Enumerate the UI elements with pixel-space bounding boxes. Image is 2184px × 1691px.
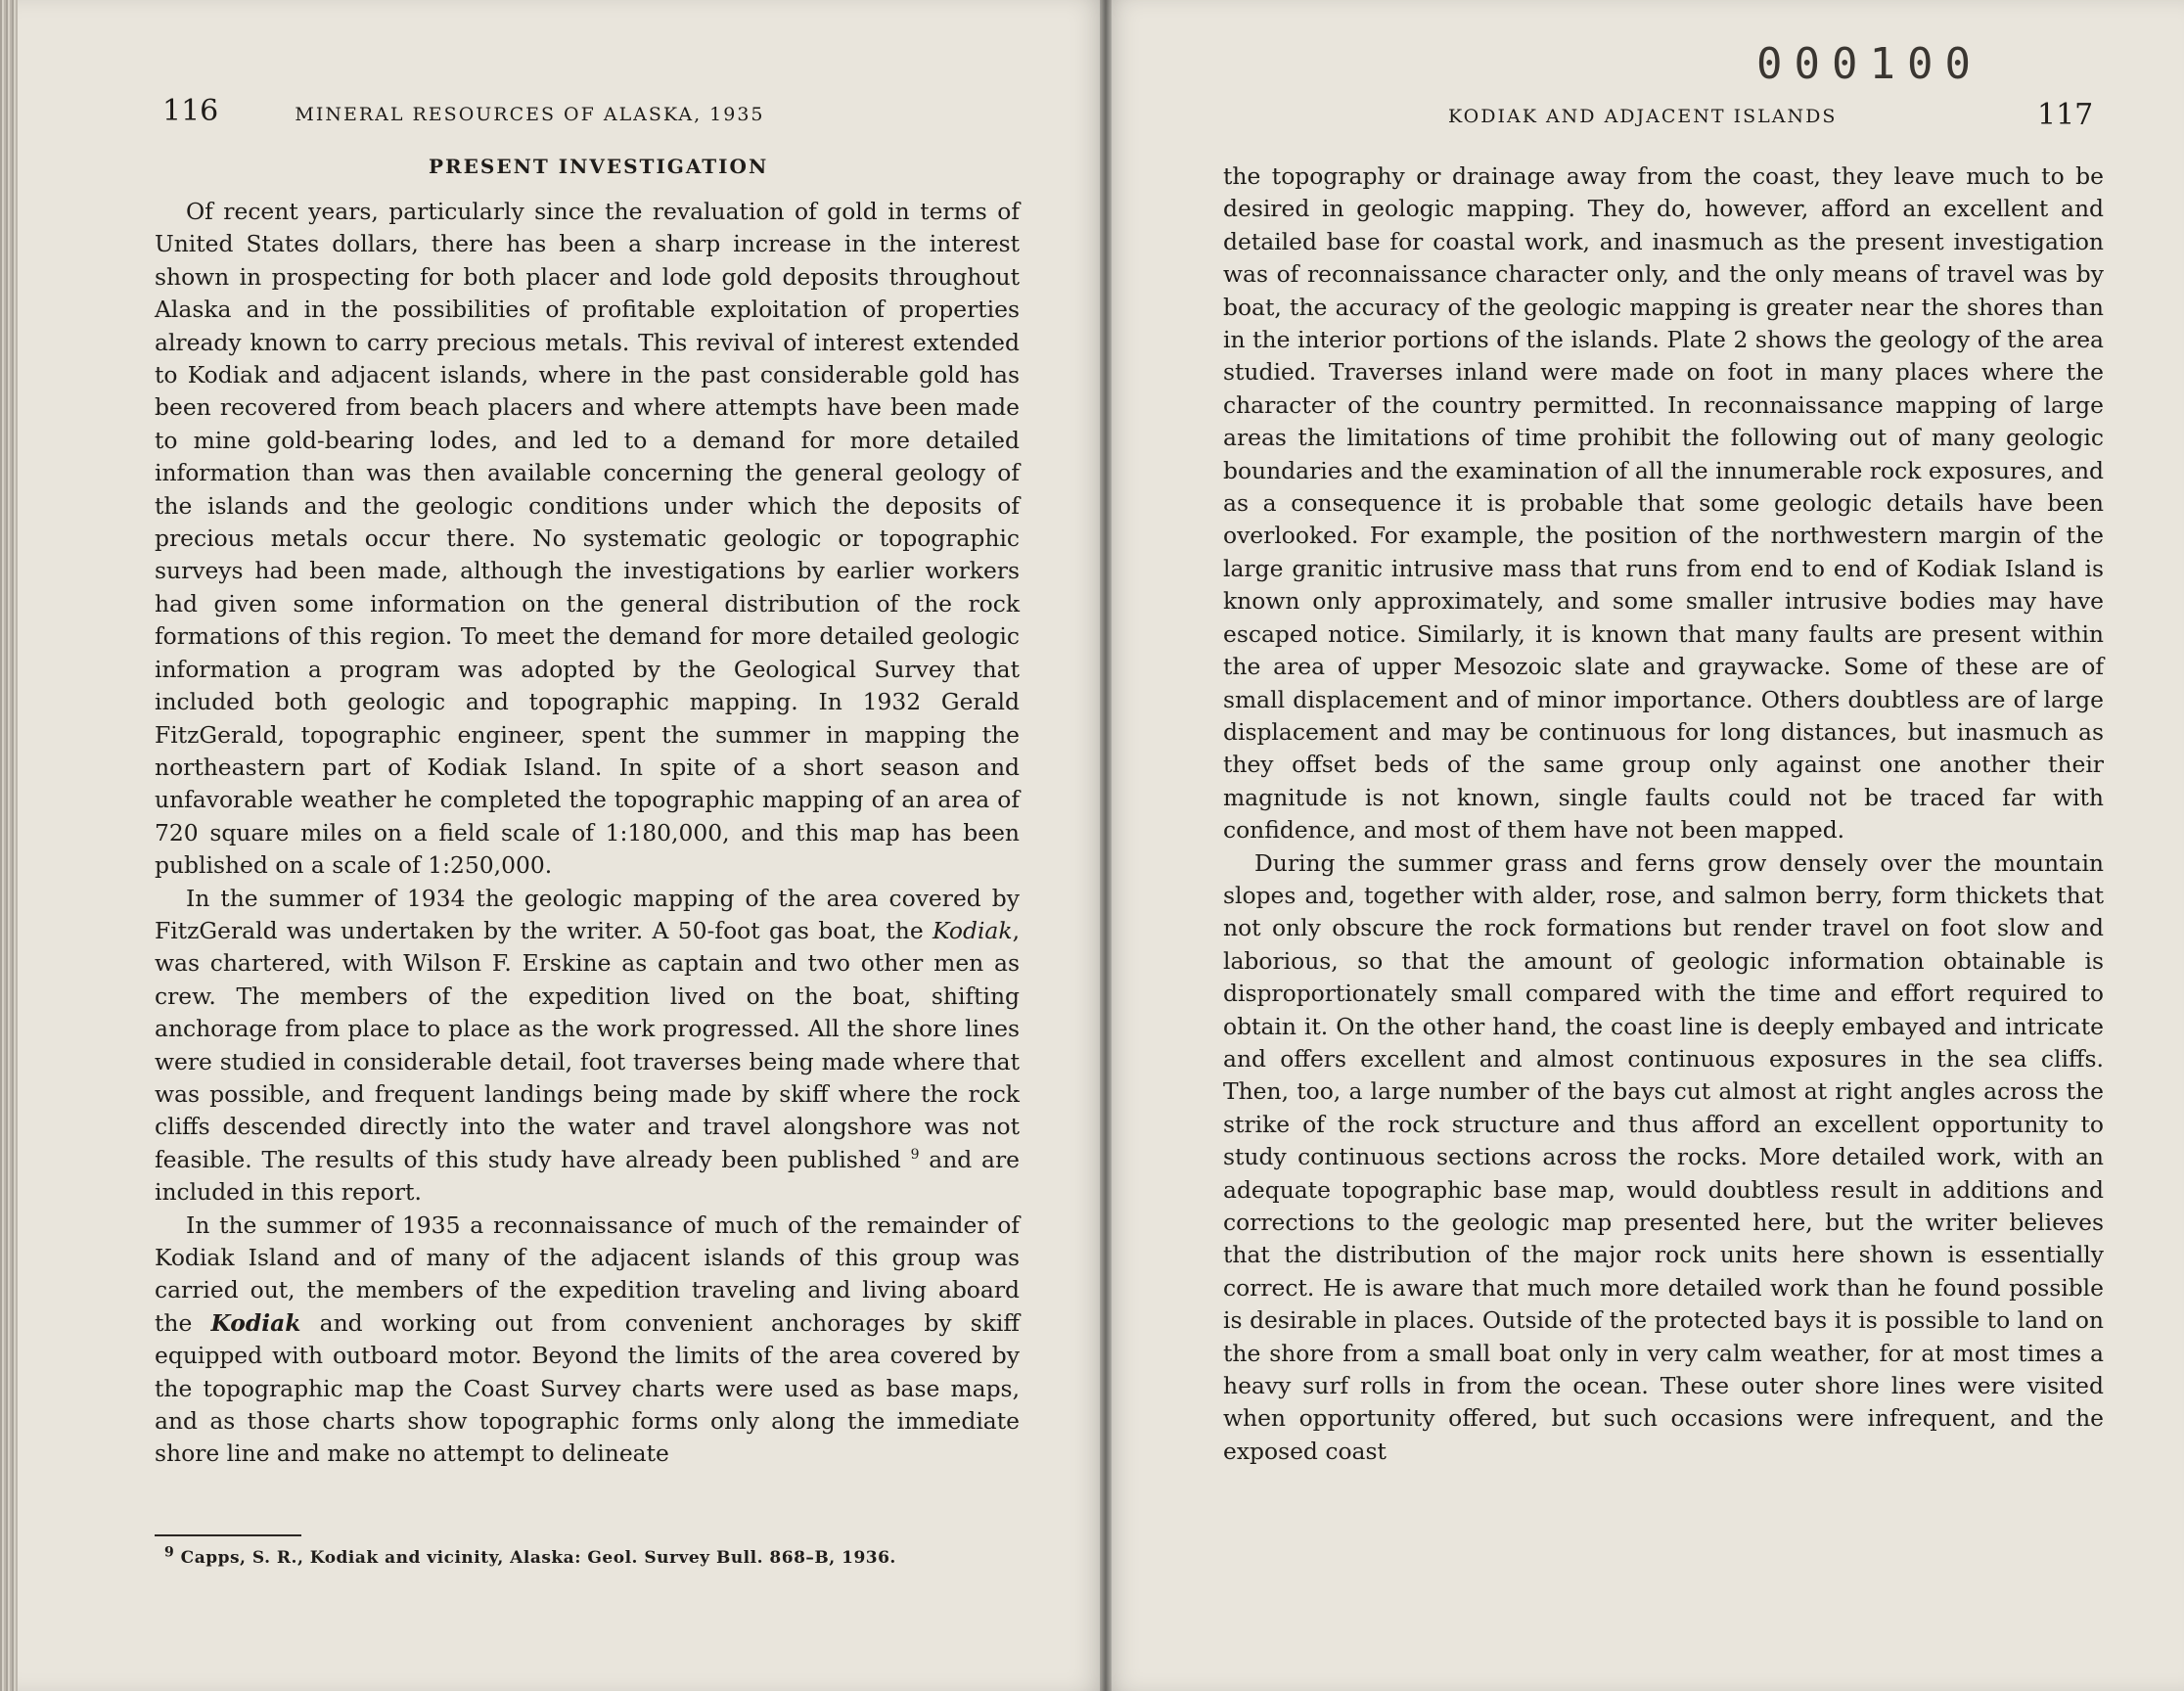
footnote-rule xyxy=(155,1534,301,1536)
left-paragraph-3: In the summer of 1935 a reconnaissance of much of the remainder of Kodiak Island and of many of the adjacent islands of this group was carried out, the members of the expedition traveling and living aboard the Kodiak and working out from convenient anchorages by skiff equipped with outboard motor. Beyond the limits of the area covered by the topographic map the Coast Survey charts were used as base maps, and as those charts show topographic forms only along the immediate shore line and make no attempt to delineate xyxy=(155,1211,1020,1468)
page-edges xyxy=(0,0,18,1691)
right-page-number: 117 xyxy=(2037,98,2094,132)
left-running-head: MINERAL RESOURCES OF ALASKA, 1935 xyxy=(295,104,765,125)
page-stamp: 000100 xyxy=(1756,39,1982,89)
left-page-header xyxy=(162,94,765,128)
left-paragraph-1: Of recent years, particularly since the revaluation of gold in terms of United States dollars, there has been a sharp increase in the interest shown in prospecting for both placer and lode gold deposits throughout Alaska and in the possibilities of profitable exploitation of properties already known to carry precious metals. This revival of interest extended to Kodiak and adjacent islands, where in the past considerable gold has been recovered from beach placers and where attempts have been made to mine gold-bearing lodes, and led to a demand for more detailed information than was then available concerning the general geology of the islands and the geologic conditions under which the deposits of precious metals occur there. No systematic geologic or topographic surveys had been made, although the investigations by earlier workers had given some information on the general distribution of the rock formations of this region. To meet the demand for more detailed geologic information a program was adopted by the Geological Survey that included both geologic and topographic mapping. In 1932 Gerald FitzGerald, topographic engineer, spent the summer in mapping the northeastern part of Kodiak Island. In spite of a short season and unfavorable weather he completed the topographic mapping of an area of 720 square miles on a field scale of 1:180,000, and this map has been published on a scale of 1:250,000. xyxy=(155,198,1020,880)
section-heading: PRESENT INVESTIGATION xyxy=(429,155,769,178)
left-body-text xyxy=(155,196,1020,1471)
left-page-number: 116 xyxy=(162,94,219,128)
right-paragraph-2: During the summer grass and ferns grow densely over the mountain slopes and, together with alder, rose, and salmon berry, form thickets that not only obscure the rock formations but render travel on foot slow and laborious, so that the amount of geologic information obtainable is disproportionately small compared with the time and effort required to obtain it. On the other hand, the coast line is deeply embayed and intricate and offers excellent and almost continuous exposures in the sea cliffs. Then, too, a large number of the bays cut almost at right angles across the strike of the rock structure and thus afford an excellent opportunity to study continuous sections across the rocks. More detailed work, with an adequate topographic base map, would doubtless result in additions and corrections to the geologic map presented here, but the writer believes that the distribution of the major rock units here shown is essentially correct. He is aware that much more detailed work than he found possible is desirable in places. Outside of the protected bays it is possible to land on the shore from a small boat only in very calm weather, for at most times a heavy surf rolls in from the ocean. These outer shore lines were visited when opportunity offered, but such occasions were infrequent, and the exposed coast xyxy=(1223,848,2104,1465)
left-page xyxy=(18,0,1106,1691)
right-running-head: KODIAK AND ADJACENT ISLANDS xyxy=(1448,106,1838,127)
footnote-reference: 9 xyxy=(910,1146,920,1163)
right-page xyxy=(1106,0,2184,1691)
book-gutter xyxy=(1100,0,1112,1691)
right-paragraph-1: the topography or drainage away from the coast, they leave much to be desired in geologic mapping. They do, however, afford an excellent and detailed base for coastal work, and inasmuch as the present investigation was of reconnaissance character only, and the only means of travel was by boat, the accuracy of the geologic mapping is greater near the shores than in the interior portions of the islands. Plate 2 shows the geology of the area studied. Traverses inland were made on foot in many places where the character of the country permitted. In reconnaissance mapping of large areas the limitations of time prohibit the following out of many geologic boundaries and the examination of all the innumerable rock exposures, and as a consequence it is probable that some geologic details have been overlooked. For example, the position of the northwestern margin of the large granitic intrusive mass that runs from end to end of Kodiak Island is known only approximately, and some smaller intrusive bodies may have escaped notice. Similarly, it is known that many faults are present within the area of upper Mesozoic slate and graywacke. Some of these are of small displacement and of minor importance. Others doubtless are of large displacement and may be continuous for long distances, but inasmuch as they offset beds of the same group only against one another their magnitude is not known, single faults could not be traced far with confidence, and most of them have not been mapped. xyxy=(1223,162,2104,845)
right-body-text xyxy=(1223,160,2104,1468)
footnote: $^9$ Capps, S. R., Kodiak and vicinity, Alaska: Geol. Survey Bull. 868–B, 1936. xyxy=(164,1544,896,1568)
left-paragraph-2: In the summer of 1934 the geologic mapping of the area covered by FitzGerald was undertaken by the writer. A 50-foot gas boat, the Kodiak, was chartered, with Wilson F. Erskine as captain and two other men as crew. The members of the expedition lived on the boat, shifting anchorage from place to place as the work progressed. All the shore lines were studied in considerable detail, foot traverses being made where that was possible, and frequent landings being made by skiff where the rock cliffs descended directly into the water and travel alongshore was not feasible. The results of this study have already been published $^9$ and are included in this report. xyxy=(155,884,1021,1207)
